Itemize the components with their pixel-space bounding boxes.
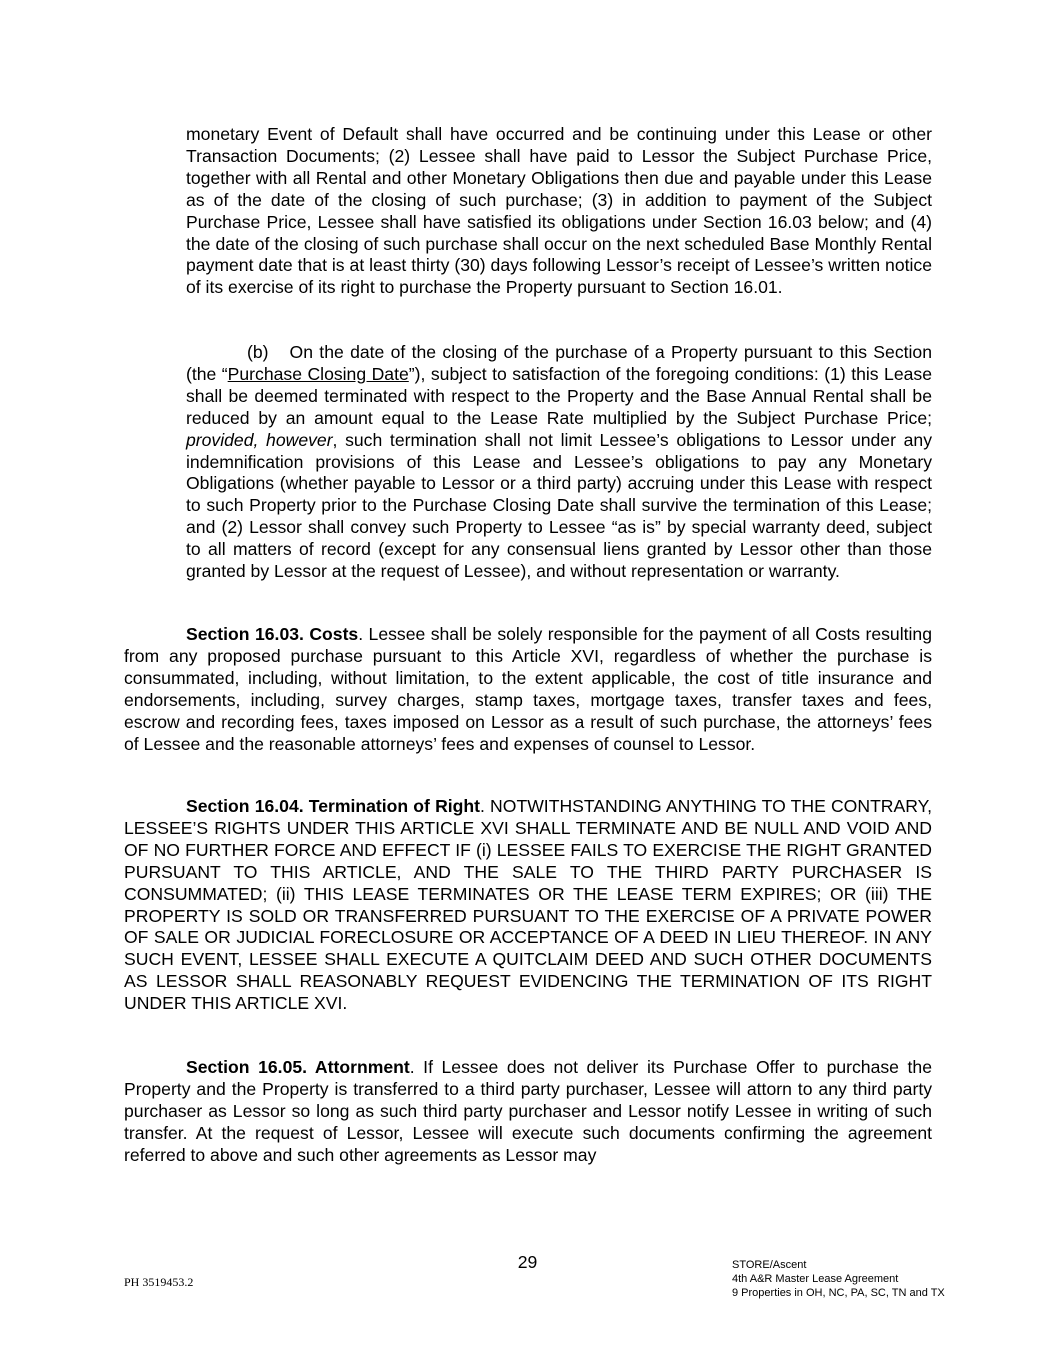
section-16-05-heading: Section 16.05. Attornment [186,1057,410,1077]
footer-line-1: STORE/Ascent [732,1259,807,1271]
paragraph-b [186,342,932,583]
section-16-04-text: . NOTWITHSTANDING ANYTHING TO THE CONTRARY, LESSEE’S RIGHTS UNDER THIS ARTICLE XVI SHALL TERMINATE AND BE NULL AND VOID AND OF NO FURTHER FORCE AND EFFECT IF (i) LESSEE FAILS TO EXERCISE THE RIGHT GRANTED PURSUANT TO THIS ARTICLE, AND THE SALE TO THE THIRD PARTY PURCHASER IS CONSUMMATED; (ii) THIS LEASE TERMINATES OR THE LEASE TERM EXPIRES; OR (iii) THE PROPERTY IS SOLD OR TRANSFERRED PURSUANT TO THE EXERCISE OF A PRIVATE POWER OF SALE OR JUDICIAL FORECLOSURE OR ACCEPTANCE OF A DEED IN LIEU THEREOF. IN ANY SUCH EVENT, LESSEE SHALL EXECUTE A QUITCLAIM DEED AND SUCH OTHER DOCUMENTS AS LESSOR SHALL REASONABLY REQUEST EVIDENCING THE TERMINATION OF ITS RIGHT UNDER THIS ARTICLE XVI. [124,796,932,1014]
paragraph-a-continuation [186,124,932,299]
paragraph-a-text: monetary Event of Default shall have occurred and be continuing under this Lease or other Transaction Documents; (2) Lessee shall have paid to Lessor the Subject Purchase Price, together with all Rental and other Monetary Obligations then due and payable under this Lease as of the date of the closing of such purchase; (3) in addition to payment of the Subject Purchase Price, Lessee shall have satisfied its obligations under Section 16.03 below; and (4) the date of the closing of such purchase shall occur on the next scheduled Base Monthly Rental payment date that is at least thirty (30) days following Lessor’s receipt of Lessee’s written notice of its exercise of its right to purchase the Property pursuant to Section 16.01. [186,124,932,298]
paragraph-b-text-2: ”), subject to satisfaction of the foregoing conditions: (1) this Lease shall be deemed terminated with respect to the Property and the Base Annual Rental shall be reduced by an amount equal to the Lease Rate multiplied by the Subject Purchase Price; [186,363,932,428]
paragraph-b-proviso: provided, however [186,429,333,450]
section-16-03-text: . Lessee shall be solely responsible for the payment of all Costs resulting from any proposed purchase pursuant to this Article XVI, regardless of whether the purchase is consummated, including, without limitation, to the extent applicable, the cost of title insurance and endorsements, including, survey charges, stamp taxes, mortgage taxes, transfer taxes and fees, escrow and recording fees, taxes imposed on Lessor as a result of such purchase, the attorneys’ fees of Lessee and the reasonable attorneys’ fees and expenses of counsel to Lessor. [124,624,932,754]
page-number: 29 [517,1252,538,1272]
section-16-03-heading: Section 16.03. Costs [186,624,359,644]
paragraph-b-text-1: On the date of the closing of the purchase of a Property pursuant to this Section (the “ [186,342,932,384]
section-16-04-heading: Section 16.04. Termination of Right [186,796,481,816]
section-16-03 [124,624,932,755]
document-id: PH 3519453.2 [124,1275,194,1289]
paragraph-b-text-3: , such termination shall not limit Lessee’s obligations to Lessor under any indemnification provisions of this Lease and Lessee’s obligations to pay any Monetary Obligations (whether payable to Lessor or a third party) accruing under this Lease with respect to such Property prior to the Purchase Closing Date shall survive the termination of this Lease; and (2) Lessor shall convey such Property to Lessee “as is” by special warranty deed, subject to all matters of record (except for any consensual liens granted by Lessor other than those granted by Lessor at the request of Lessee), and without representation or warranty. [186,429,932,582]
paragraph-b-label: (b) [247,342,269,362]
footer-line-3: 9 Properties in OH, NC, PA, SC, TN and TX [732,1287,945,1299]
defined-term-purchase-closing-date: Purchase Closing Date [227,363,409,384]
footer-document-info [732,1258,945,1300]
section-16-05 [124,1057,932,1167]
section-16-05-text: . If Lessee does not deliver its Purchase Offer to purchase the Property and the Property is transferred to a third party purchaser, Lessee will attorn to any third party purchaser as Lessor so long as such third party purchaser and Lessor notify Lessee in writing of such transfer. At the request of Lessor, Lessee will execute such documents confirming the agreement referred to above and such other agreements as Lessor may [124,1057,932,1165]
section-16-04 [124,796,932,1015]
footer-line-2: 4th A&R Master Lease Agreement [732,1273,899,1285]
